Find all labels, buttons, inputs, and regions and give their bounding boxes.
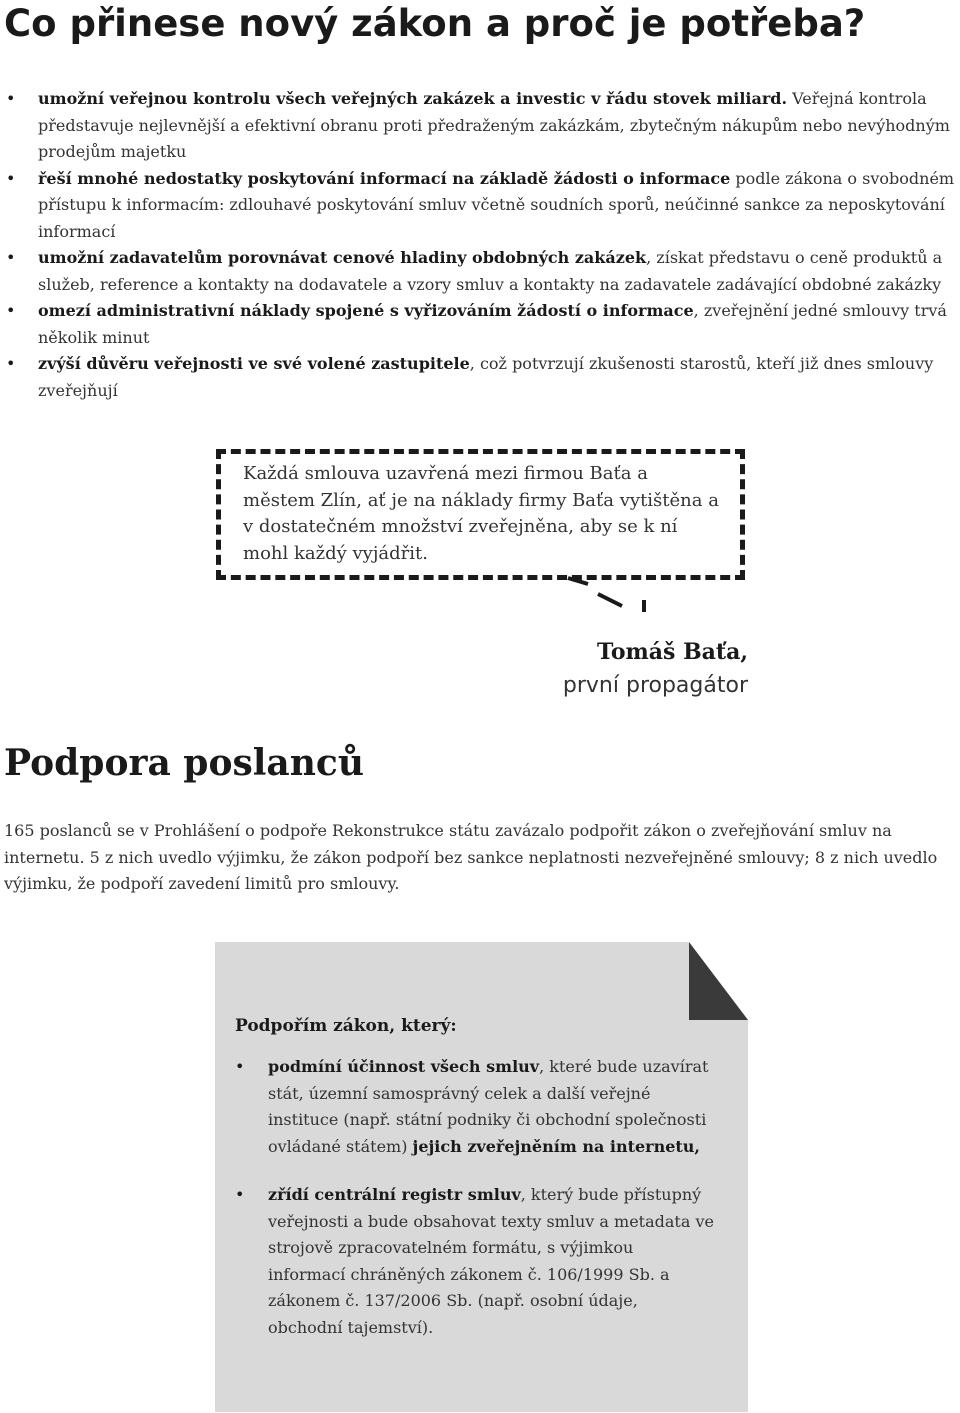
author-name: Tomáš Baťa, bbox=[596, 639, 748, 665]
list-item: • zřídí centrální registr smluv, který bude přístupný veřejnosti a bude obsahovat texty smluv a metadata ve strojově zpracovatelném formátu, s výjimkou informací chráněných zákonem č. 106/1999 Sb. a zákonem č. 137/2006 Sb. (např. osobní údaje, obchodní tajemství). bbox=[235, 1182, 715, 1341]
list-item: • omezí administrativní náklady spojené s vyřizováním žádostí o informace, zveřejnění jedné smlouvy trvá několik minut bbox=[6, 298, 958, 351]
speech-bubble-tail bbox=[560, 572, 660, 616]
list-item: • podmíní účinnost všech smluv, které bude uzavírat stát, územní samosprávný celek a další veřejné instituce (např. státní podniky či obchodní společnosti ovládané státem) jejich zveřejněním na internetu, bbox=[235, 1054, 715, 1160]
pledge-list bbox=[235, 1054, 715, 1341]
page-title: Co přinese nový zákon a proč je potřeba? bbox=[4, 2, 866, 45]
quote-text: Každá smlouva uzavřená mezi firmou Baťa a městem Zlín, ať je na náklady firmy Baťa vytištěna a v dostatečném množství zveřejněna, aby se k ní mohl každý vyjádřit. bbox=[243, 463, 719, 564]
folded-corner-icon bbox=[689, 942, 748, 1020]
quote-attribution bbox=[563, 636, 748, 702]
benefits-list bbox=[6, 86, 958, 404]
list-item: • umožní veřejnou kontrolu všech veřejných zakázek a investic v řádu stovek miliard. Veřejná kontrola představuje nejlevnější a efektivní obranu proti předraženým zakázkám, zbytečným nákupům nebo nevýhodným prodejům majetku bbox=[6, 86, 958, 166]
list-item: • zvýší důvěru veřejnosti ve své volené zastupitele, což potvrzují zkušenosti starostů, kteří již dnes smlouvy zveřejňují bbox=[6, 351, 958, 404]
list-item: • umožní zadavatelům porovnávat cenové hladiny obdobných zakázek, získat představu o ceně produktů a služeb, reference a kontakty na dodavatele a vzory smluv a kontakty na zadavatele zadávající obdobné zakázky bbox=[6, 245, 958, 298]
author-role: první propagátor bbox=[562, 673, 748, 698]
support-paragraph: 165 poslanců se v Prohlášení o podpoře Rekonstrukce státu zavázalo podpořit zákon o zveřejňování smluv na internetu. 5 z nich uvedlo výjimku, že zákon podpoří bez sankce neplatnosti nezveřejněné smlouvy; 8 z nich uvedlo výjimku, že podpoří zavedení limitů pro smlouvy. bbox=[4, 821, 938, 893]
section-heading: Podpora poslanců bbox=[4, 742, 365, 784]
list-item: • řeší mnohé nedostatky poskytování informací na základě žádosti o informace podle zákona o svobodném přístupu k informacím: zdlouhavé poskytování smluv včetně soudních sporů, neúčinné sankce za neposkytování informací bbox=[6, 166, 958, 246]
pledge-title: Podpořím zákon, který: bbox=[235, 1016, 457, 1036]
